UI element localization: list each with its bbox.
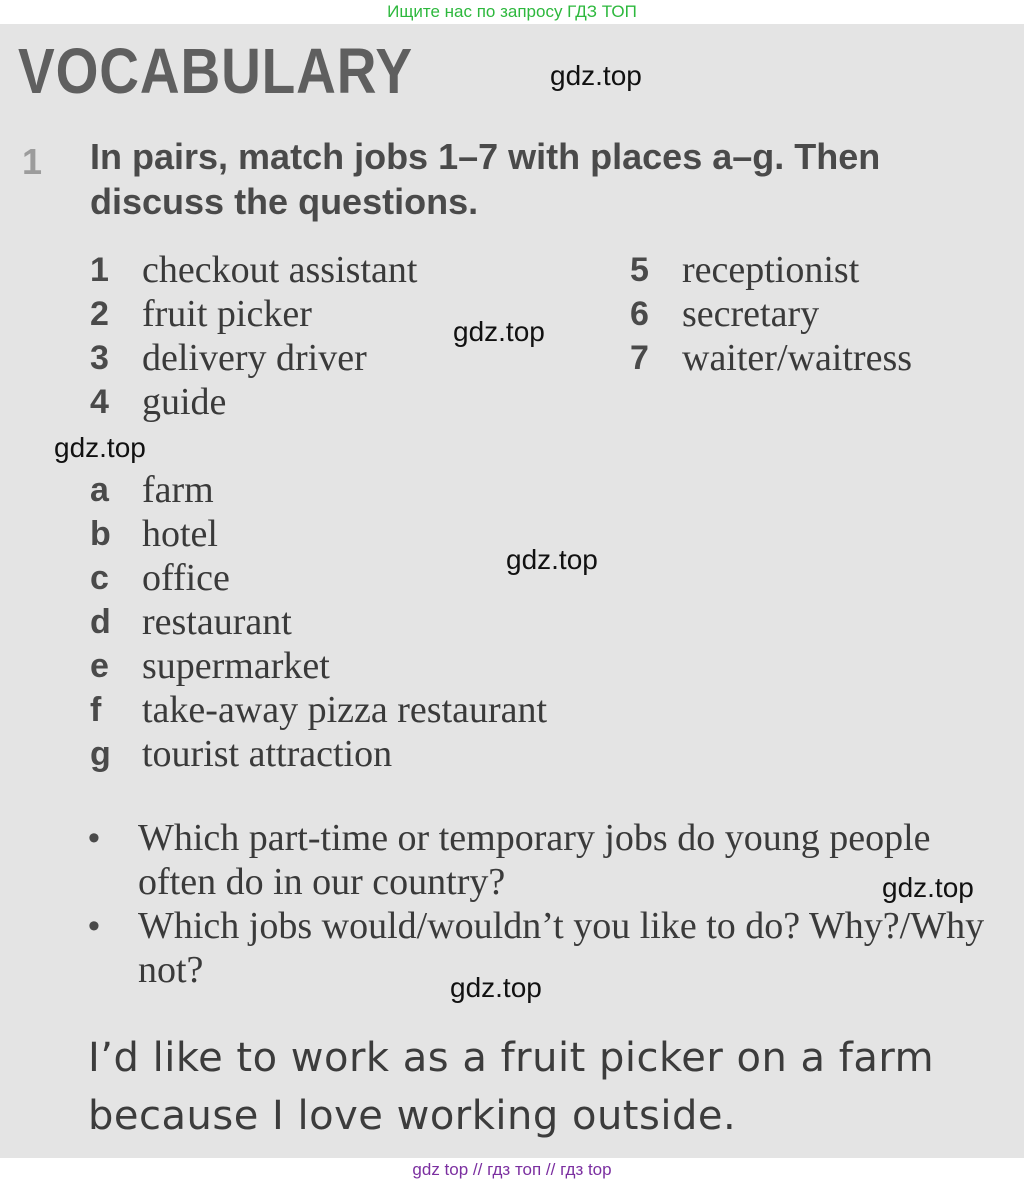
job-item [90,292,417,336]
example-answer: I’d like to work as a fruit picker on a farm because I love working outside. [88,1035,935,1139]
place-label: office [142,557,230,599]
bottom-banner[interactable]: gdz top // гдз топ // гдз top [412,1160,612,1179]
watermark: gdz.top [54,432,146,463]
watermark: gdz.top [453,316,545,347]
question-text: Which part-time or temporary jobs do young people often do in our country? [138,817,931,903]
place-item [90,644,547,688]
place-letter: a [90,471,109,509]
exercise-number: 1 [22,141,43,182]
bullet-icon: • [88,907,100,945]
job-item [90,380,417,424]
job-number: 5 [630,251,649,289]
bullet-icon: • [88,819,100,857]
place-letter: f [90,691,102,729]
places-list [90,468,547,776]
question-text: Which jobs would/wouldn’t you like to do? Why?/Why not? [138,905,985,991]
watermark: gdz.top [506,544,598,575]
jobs-list-left [90,248,417,424]
question-item [86,816,1016,904]
place-label: supermarket [142,645,330,687]
top-banner[interactable]: Ищите нас по запросу ГДЗ ТОП [387,2,637,21]
place-item [90,512,547,556]
job-label: guide [142,381,227,423]
jobs-list-right [630,248,912,380]
job-item [90,248,417,292]
job-label: fruit picker [142,293,312,335]
place-letter: d [90,603,111,641]
watermark: gdz.top [450,972,542,1003]
job-label: checkout assistant [142,249,418,291]
place-label: restaurant [142,601,292,643]
place-label: hotel [142,513,218,555]
question-item [86,904,1016,992]
place-letter: c [90,559,109,597]
discussion-questions [86,816,1016,992]
place-item [90,600,547,644]
job-item [90,336,417,380]
job-number: 4 [90,383,109,421]
place-label: farm [142,469,214,511]
place-item [90,732,547,776]
job-label: waiter/waitress [682,337,913,379]
place-letter: e [90,647,109,685]
place-item [90,556,547,600]
place-item [90,468,547,512]
textbook-page [0,24,1024,1158]
job-number: 6 [630,295,649,333]
place-letter: b [90,515,111,553]
job-item [630,292,912,336]
job-label: delivery driver [142,337,367,379]
place-item [90,688,547,732]
place-label: tourist attraction [142,733,393,775]
job-label: secretary [682,293,820,335]
watermark: gdz.top [550,60,642,91]
job-number: 7 [630,339,649,377]
job-item [630,336,912,380]
job-item [630,248,912,292]
place-label: take-away pizza restaurant [142,689,548,731]
place-letter: g [90,735,111,773]
job-label: receptionist [682,249,860,291]
section-heading: VOCABULARY [18,35,413,107]
job-number: 3 [90,339,109,377]
exercise-instruction: In pairs, match jobs 1–7 with places a–g. Then discuss the questions. [90,136,881,222]
watermark: gdz.top [882,872,974,903]
job-number: 1 [90,251,109,289]
job-number: 2 [90,295,109,333]
